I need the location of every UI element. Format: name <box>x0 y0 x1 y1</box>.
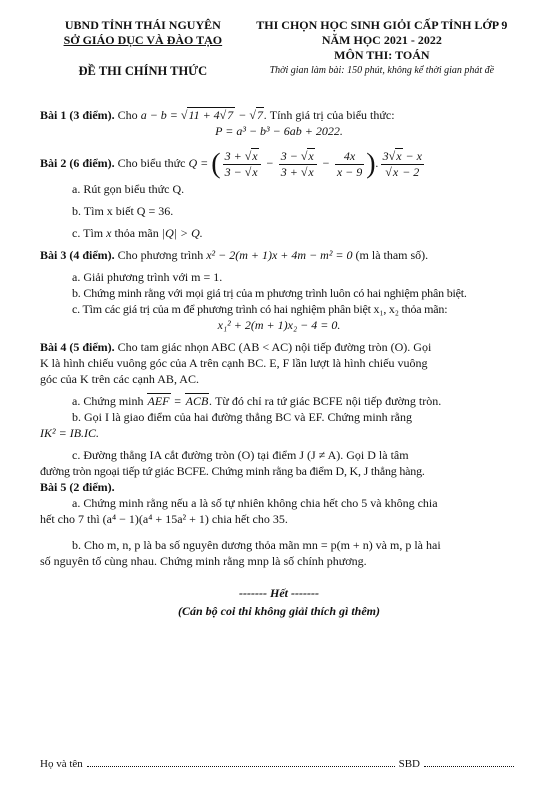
problem-4-label: Bài 4 (5 điểm). <box>40 340 115 354</box>
problem-3b: b. Chứng minh rằng với mọi giá trị của m phương trình luôn có hai nghiệm phân biệt. <box>72 286 467 300</box>
problem-3-statement: Bài 3 (4 điểm). Cho phương trình x² − 2(m + 1)x + 4m − m² = 0 (m là tham số). <box>40 248 429 262</box>
problem-1-label: Bài 1 (3 điểm). <box>40 108 115 122</box>
problem-4b-formula: IK² = IB.IC. <box>40 426 100 440</box>
header-right <box>246 18 518 79</box>
problem-2c: c. Tìm x thỏa mãn |Q| > Q. <box>72 226 203 240</box>
problem-3a: a. Giải phương trình với m = 1. <box>72 270 223 284</box>
problem-2-label: Bài 2 (6 điểm). <box>40 156 115 170</box>
problem-5b-line2: số nguyên tố cùng nhau. Chứng minh rằng mnp là số chính phương. <box>40 554 367 568</box>
problem-5a-line2: hết cho 7 thì (a⁴ − 1)(a⁴ + 15a² + 1) chia hết cho 35. <box>40 512 288 526</box>
problem-1-condition: a − b = √11 + 4√7 − √7. <box>140 108 267 122</box>
problem-4-statement: Bài 4 (5 điểm). Cho tam giác nhọn ABC (AB < AC) nội tiếp đường tròn (O). Gọi <box>40 340 432 354</box>
problem-4c-line2: đường tròn ngoại tiếp tứ giác BCFE. Chứng minh rằng ba điểm D, K, J thẳng hàng. <box>40 464 425 478</box>
problem-4-line3: góc của K trên các cạnh AB, AC. <box>40 372 199 386</box>
problem-1-formula: P = a³ − b³ − 6ab + 2022. <box>215 124 343 138</box>
angle-equality: AEF = ACB. <box>147 394 213 408</box>
problem-2b: b. Tìm x biết Q = 36. <box>72 204 174 218</box>
candidate-number-blank[interactable] <box>424 758 514 767</box>
problem-1-statement: Bài 1 (3 điểm). Cho a − b = √11 + 4√7 − √7. Tính giá trị của biểu thức: <box>40 108 395 122</box>
official-exam-label: ĐỀ THI CHÍNH THỨC <box>78 64 208 78</box>
problem-2-statement: Bài 2 (6 điểm). Cho biểu thức Q = ( $\frac{3 + √x}{3 - √x}$ − $\frac{3 - √x}{3 + √x}$ − $\frac{4x}{x - 9}$ ). $\frac{3√x - x}{√x - 2}$ <box>40 145 518 181</box>
exam-title: THI CHỌN HỌC SINH GIỎI CẤP TỈNH LỚP 9 <box>256 18 508 32</box>
problem-3-label: Bài 3 (4 điểm). <box>40 248 115 262</box>
candidate-info-line <box>40 758 518 770</box>
problem-3c: c. Tìm các giá trị của m để phương trình có hai nghiệm phân biệt x₁, x₂ thỏa mãn: <box>72 302 448 316</box>
problem-5b: b. Cho m, n, p là ba số nguyên dương thỏa mãn mn = p(m + n) và m, p là hai <box>72 538 441 552</box>
problem-4-line2: K là hình chiếu vuông góc của A trên cạnh BC. E, F lần lượt là hình chiếu vuông <box>40 356 428 370</box>
department-name: SỞ GIÁO DỤC VÀ ĐÀO TẠO <box>63 33 223 47</box>
subject: MÔN THI: TOÁN <box>334 48 430 62</box>
candidate-name-label: Họ và tên <box>40 758 83 770</box>
school-year: NĂM HỌC 2021 - 2022 <box>321 33 442 47</box>
proctor-note: (Cán bộ coi thi không giải thích gì thêm) <box>177 604 381 618</box>
exam-end <box>40 585 518 619</box>
candidate-number-label: SBD <box>398 758 420 770</box>
problem-4c: c. Đường thẳng IA cắt đường tròn (O) tại điểm J (J ≠ A). Gọi D là tâm <box>72 448 409 462</box>
problem-2a: a. Rút gọn biểu thức Q. <box>72 182 185 196</box>
end-marker: ------- Hết ------- <box>239 586 319 600</box>
province-committee: UBND TỈNH THÁI NGUYÊN <box>64 18 221 32</box>
problem-4b: b. Gọi I là giao điểm của hai đường thẳng BC và EF. Chứng minh rằng <box>72 410 413 424</box>
problem-3c-formula: x₁² + 2(m + 1)x₂ − 4 = 0. <box>217 318 341 332</box>
header-left <box>40 18 246 79</box>
candidate-name-blank[interactable] <box>87 758 395 767</box>
problem-5a: a. Chứng minh rằng nếu a là số tự nhiên không chia hết cho 5 và không chia <box>72 496 438 510</box>
problem-4a: a. Chứng minh AEF = ACB. Từ đó chỉ ra tứ giác BCFE nội tiếp đường tròn. <box>72 394 442 408</box>
exam-content <box>40 107 518 619</box>
header <box>40 18 518 79</box>
problem-5-label: Bài 5 (2 điểm). <box>40 480 115 494</box>
exam-duration: Thời gian làm bài: 150 phút, không kể thời gian phát đề <box>269 65 495 76</box>
problem-2-expression: Q = ( $\frac{3 + √x}{3 - √x}$ − $\frac{3 - √x}{3 + √x}$ − $\frac{4x}{x - 9}$ ). $\frac{3√x - x}{√x - 2}$ <box>188 148 422 180</box>
